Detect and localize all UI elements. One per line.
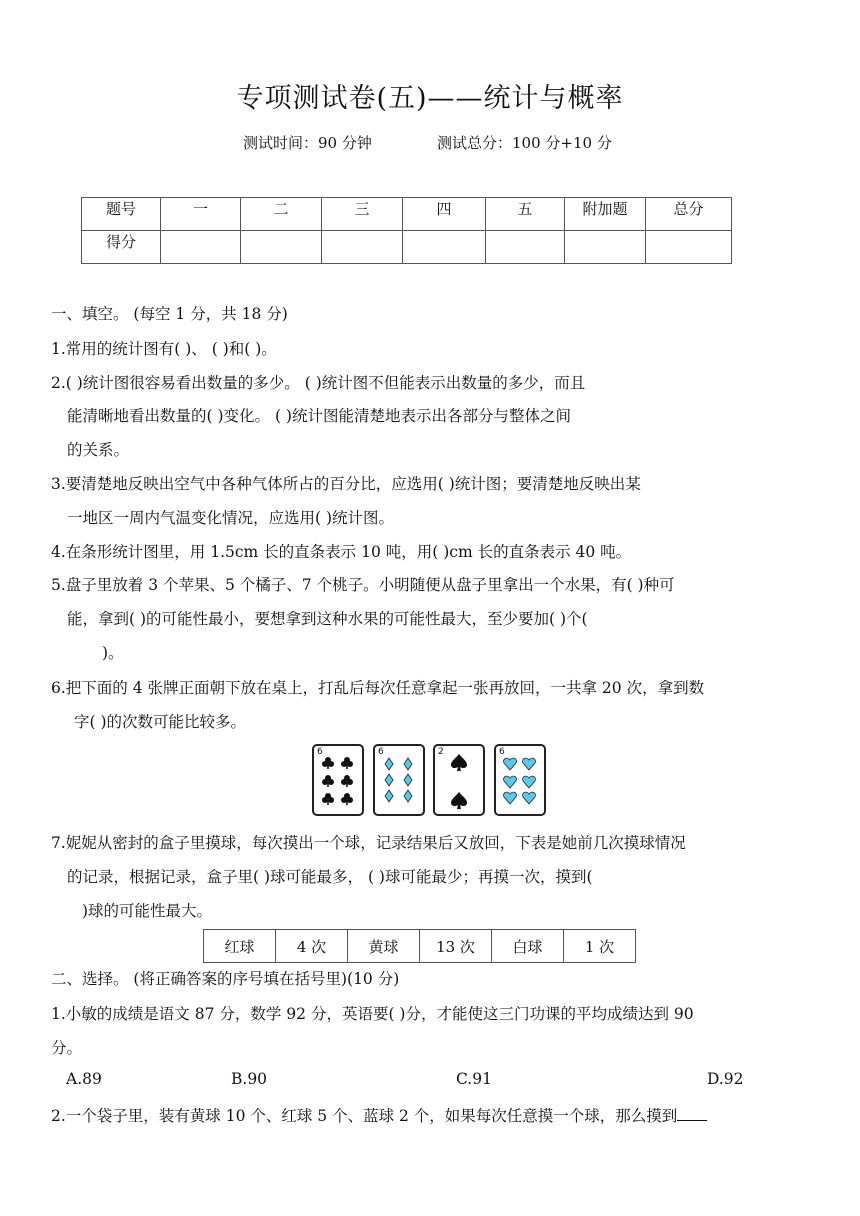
- ball-record-table: [203, 929, 636, 963]
- score-cell[interactable]: [403, 231, 486, 264]
- score-cell[interactable]: [486, 231, 565, 264]
- q2-line2: 能清晰地看出数量的( )变化。 ( )统计图能清楚地表示出各部分与整体之间: [67, 407, 571, 425]
- clubs-icon: [314, 746, 362, 814]
- s2-q1-line1: 1.小敏的成绩是语文 87 分，数学 92 分，英语要( )分，才能使这三门功课的平均成绩达到 90: [51, 1005, 694, 1023]
- playing-card: [312, 744, 364, 816]
- card-rank: 6: [499, 747, 505, 757]
- score-row-label: 得分: [82, 231, 161, 264]
- q7-line3: )球的可能性最大。: [82, 902, 213, 920]
- score-header-cell: 二: [241, 198, 322, 231]
- ball-cell: 4 次: [276, 930, 348, 963]
- option-c[interactable]: C.91: [456, 1070, 492, 1088]
- q1-line: 1.常用的统计图有( )、 ( )和( )。: [51, 340, 277, 358]
- playing-card: [373, 744, 425, 816]
- diamonds-icon: [375, 746, 423, 814]
- option-b[interactable]: B.90: [231, 1070, 268, 1088]
- card-rank: 6: [317, 747, 323, 757]
- s2-q2-text: 2.一个袋子里，装有黄球 10 个、红球 5 个、蓝球 2 个，如果每次任意摸一个球，那么摸到: [51, 1107, 678, 1125]
- score-header-cell: 附加题: [565, 198, 646, 231]
- score-table: [81, 197, 732, 264]
- score-table-score-row: [82, 231, 732, 264]
- score-header-cell: 总分: [646, 198, 732, 231]
- option-d[interactable]: D.92: [707, 1070, 744, 1088]
- hearts-icon: [496, 746, 544, 814]
- score-header-cell: 三: [322, 198, 403, 231]
- q3-line1: 3.要清楚地反映出空气中各种气体所占的百分比，应选用( )统计图；要清楚地反映出某: [51, 475, 641, 493]
- score-cell[interactable]: [646, 231, 732, 264]
- score-header-cell: 五: [486, 198, 565, 231]
- score-cell[interactable]: [161, 231, 241, 264]
- section1-heading: 一、填空。 (每空 1 分，共 18 分): [51, 305, 288, 323]
- playing-card: [433, 744, 485, 816]
- score-header-cell: 四: [403, 198, 486, 231]
- playing-card: [494, 744, 546, 816]
- q6-line1: 6.把下面的 4 张牌正面朝下放在桌上，打乱后每次任意拿起一张再放回，一共拿 20 次，拿到数: [51, 679, 705, 697]
- score-header-cell: 一: [161, 198, 241, 231]
- q7-line1: 7.妮妮从密封的盒子里摸球，每次摸出一个球，记录结果后又放回，下表是她前几次摸球情况: [51, 834, 686, 852]
- option-a[interactable]: A.89: [66, 1070, 102, 1088]
- q3-line2: 一地区一周内气温变化情况，应选用( )统计图。: [67, 509, 395, 527]
- q6-line2: 字( )的次数可能比较多。: [74, 713, 247, 731]
- ball-cell: 黄球: [348, 930, 420, 963]
- ball-record-row: [204, 930, 636, 963]
- ball-cell: 1 次: [564, 930, 636, 963]
- card-rank: 2: [438, 747, 444, 757]
- spades-icon: [435, 746, 483, 814]
- score-cell[interactable]: [241, 231, 322, 264]
- s2-q2-line1: [51, 1104, 707, 1126]
- score-cell[interactable]: [322, 231, 403, 264]
- score-header-cell: 题号: [82, 198, 161, 231]
- q4-line: 4.在条形统计图里，用 1.5cm 长的直条表示 10 吨，用( )cm 长的直条表示 40 吨。: [51, 543, 632, 561]
- answer-blank[interactable]: [677, 1108, 707, 1121]
- score-cell[interactable]: [565, 231, 646, 264]
- test-total-score: 测试总分：100 分+10 分: [437, 134, 612, 152]
- test-time: 测试时间：90 分钟: [243, 134, 372, 152]
- section2-heading: 二、选择。 (将正确答案的序号填在括号里)(10 分): [51, 970, 400, 988]
- q5-line2: 能，拿到( )的可能性最小，要想拿到这种水果的可能性最大，至少要加( )个(: [67, 610, 588, 628]
- score-table-header-row: [82, 198, 732, 231]
- card-rank: 6: [378, 747, 384, 757]
- s2-q1-line2: 分。: [51, 1039, 83, 1057]
- q2-line1: 2.( )统计图很容易看出数量的多少。 ( )统计图不但能表示出数量的多少，而且: [51, 374, 586, 392]
- ball-cell: 红球: [204, 930, 276, 963]
- page-title: 专项测试卷(五)——统计与概率: [236, 83, 624, 114]
- ball-cell: 白球: [492, 930, 564, 963]
- q2-line3: 的关系。: [67, 441, 130, 459]
- q5-line3: )。: [102, 644, 124, 662]
- q5-line1: 5.盘子里放着 3 个苹果、5 个橘子、7 个桃子。小明随便从盘子里拿出一个水果，有( )种可: [51, 576, 675, 594]
- ball-cell: 13 次: [420, 930, 492, 963]
- q7-line2: 的记录，根据记录，盒子里( )球可能最多， ( )球可能最少；再摸一次，摸到(: [67, 868, 593, 886]
